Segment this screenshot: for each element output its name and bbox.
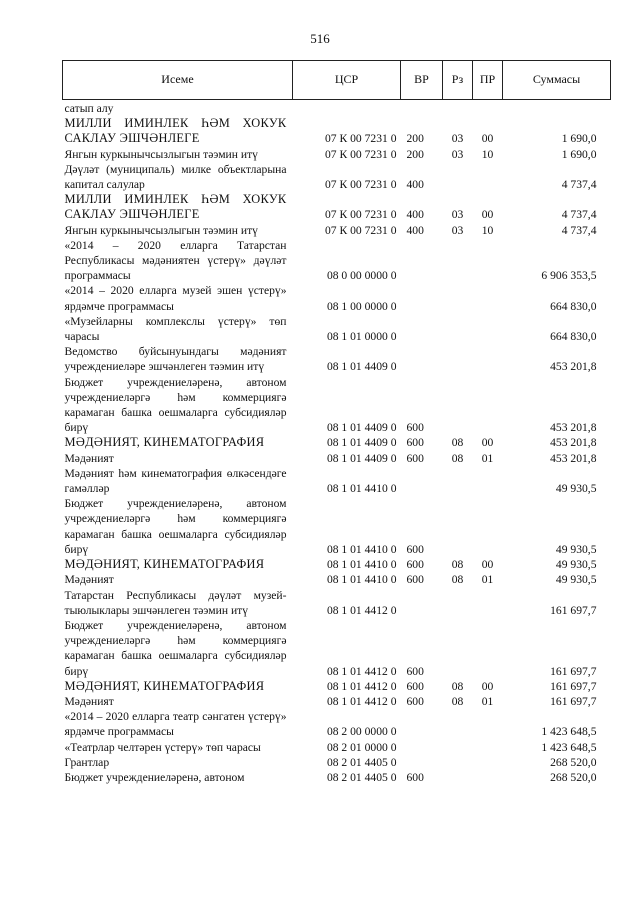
table-row	[63, 192, 611, 222]
cell-csr: 07 К 00 7231 0	[325, 147, 397, 161]
table-row	[63, 496, 611, 557]
table-body	[63, 100, 611, 786]
cell-pr	[473, 618, 503, 679]
cell-sum: 453 201,8	[550, 451, 597, 465]
cell-vr	[401, 283, 443, 313]
table-row	[63, 557, 611, 572]
cell-name: «Театрлар челтәрен үстерү» төп чарасы	[64, 740, 261, 754]
cell-sum: 1 423 648,5	[541, 725, 597, 739]
cell-csr: 08 1 01 4412 0	[326, 679, 397, 693]
header-pr: ПР	[473, 61, 503, 100]
cell-name: Мәдәният	[64, 573, 114, 587]
table-row	[63, 162, 611, 192]
cell-csr: 08 1 01 4412 0	[326, 694, 397, 708]
cell-rz	[443, 466, 473, 496]
cell-name: Бюджет учреждениеләренә, автоном	[64, 770, 245, 784]
cell-rz	[443, 344, 473, 374]
cell-rz	[443, 709, 473, 739]
cell-pr	[473, 283, 503, 313]
cell-vr: 600	[406, 573, 424, 587]
cell-pr	[473, 314, 503, 344]
cell-vr: 600	[406, 542, 424, 556]
cell-name: Бюджет учреждениеләренә, автоном учреждениеләргә һәм коммерциягә карамаган башка оешмаларга субсидияләр бирү	[64, 618, 287, 678]
header-vr: ВР	[401, 61, 443, 100]
header-csr: ЦСР	[293, 61, 401, 100]
cell-sum: 453 201,8	[550, 421, 597, 435]
cell-sum: 161 697,7	[550, 694, 597, 708]
cell-pr	[473, 100, 503, 117]
cell-sum: 268 520,0	[550, 770, 597, 784]
cell-rz: 08	[451, 451, 464, 465]
cell-vr: 600	[406, 679, 424, 693]
cell-sum: 453 201,8	[550, 360, 597, 374]
cell-pr	[473, 770, 503, 785]
cell-vr	[401, 466, 443, 496]
cell-sum: 49 930,5	[555, 573, 597, 587]
cell-csr: 08 2 01 0000 0	[326, 740, 397, 754]
table-row	[63, 618, 611, 679]
cell-sum: 4 737,4	[561, 178, 597, 192]
table-row	[63, 314, 611, 344]
cell-pr: 10	[481, 147, 494, 161]
cell-rz: 03	[451, 223, 464, 237]
table-row	[63, 709, 611, 739]
cell-csr: 07 К 00 7231 0	[325, 208, 397, 222]
table-row	[63, 100, 611, 117]
cell-csr: 08 1 01 0000 0	[326, 330, 397, 344]
budget-table	[62, 60, 611, 785]
cell-csr: 08 1 01 4412 0	[326, 603, 397, 617]
cell-rz: 08	[451, 694, 464, 708]
cell-name: «2014 – 2020 елларга театр сәнгатен үстерү» ярдәмче программасы	[64, 710, 287, 739]
cell-csr: 08 1 01 4409 0	[326, 360, 397, 374]
cell-name: Мәдәният	[64, 451, 114, 465]
cell-vr	[401, 100, 443, 117]
cell-pr	[473, 740, 503, 755]
cell-name: Дәүләт (муниципаль) милке объектларына капитал салулар	[64, 162, 287, 192]
cell-vr: 200	[406, 147, 424, 161]
cell-vr	[401, 238, 443, 284]
cell-rz	[443, 755, 473, 770]
cell-name: сатып алу	[64, 102, 114, 115]
cell-csr: 07 К 00 7231 0	[325, 223, 397, 237]
cell-rz	[443, 283, 473, 313]
header-rz: Рз	[443, 61, 473, 100]
cell-vr: 600	[406, 558, 424, 572]
table-row	[63, 755, 611, 770]
cell-vr	[401, 755, 443, 770]
cell-vr	[401, 314, 443, 344]
cell-pr: 01	[481, 451, 494, 465]
cell-csr: 08 2 01 4405 0	[326, 770, 397, 784]
cell-name: Бюджет учреждениеләренә, автоном учреждениеләргә һәм коммерциягә карамаган башка оешмаларга субсидияләр бирү	[64, 375, 287, 435]
table-row	[63, 466, 611, 496]
cell-pr: 01	[481, 694, 494, 708]
cell-rz	[443, 375, 473, 436]
cell-name: МӘДӘНИЯТ, КИНЕМАТОГРАФИЯ	[64, 678, 265, 693]
cell-pr: 01	[481, 573, 494, 587]
cell-vr: 400	[406, 178, 424, 192]
cell-sum: 664 830,0	[550, 330, 597, 344]
cell-sum: 49 930,5	[555, 558, 597, 572]
cell-name: «2014 – 2020 елларга музей эшен үстерү» ярдәмче программасы	[64, 284, 287, 313]
cell-csr: 07 К 00 7231 0	[325, 132, 397, 146]
cell-pr	[473, 709, 503, 739]
cell-pr	[473, 496, 503, 557]
cell-pr: 00	[481, 436, 494, 450]
cell-vr: 400	[406, 208, 424, 222]
cell-pr: 00	[481, 558, 494, 572]
cell-name: «2014 – 2020 елларга Татарстан Республикасы мәдәниятен үстерү» дәүләт программасы	[64, 238, 287, 283]
cell-rz	[443, 740, 473, 755]
cell-vr: 600	[406, 451, 424, 465]
cell-vr	[401, 740, 443, 755]
cell-vr: 600	[406, 664, 424, 678]
cell-pr: 00	[481, 132, 494, 146]
cell-rz: 08	[451, 436, 464, 450]
table-row	[63, 588, 611, 618]
cell-sum: 1 423 648,5	[541, 740, 597, 754]
cell-rz: 03	[451, 147, 464, 161]
cell-rz	[443, 238, 473, 284]
cell-rz	[443, 770, 473, 785]
cell-csr: 08 1 01 4412 0	[326, 664, 397, 678]
cell-sum: 1 690,0	[561, 132, 597, 146]
cell-rz: 08	[451, 573, 464, 587]
table-row	[63, 344, 611, 374]
cell-pr	[473, 344, 503, 374]
cell-sum	[503, 100, 611, 117]
table-row	[63, 679, 611, 694]
cell-rz: 08	[451, 558, 464, 572]
cell-sum: 161 697,7	[550, 679, 597, 693]
cell-csr: 08 1 01 4410 0	[326, 558, 397, 572]
cell-pr: 00	[481, 208, 494, 222]
table-row	[63, 572, 611, 587]
table-row	[63, 238, 611, 284]
cell-sum: 4 737,4	[561, 208, 597, 222]
cell-rz	[443, 100, 473, 117]
table-row	[63, 116, 611, 146]
cell-csr: 08 1 01 4409 0	[326, 451, 397, 465]
cell-csr: 07 К 00 7231 0	[325, 178, 397, 192]
cell-sum: 49 930,5	[555, 482, 597, 496]
cell-name: МИЛЛИ ИМИНЛЕК ҺӘМ ХОКУК САКЛАУ ЭШЧӘНЛЕГЕ	[64, 116, 287, 146]
cell-csr: 08 1 01 4410 0	[326, 573, 397, 587]
cell-csr: 08 1 01 4409 0	[326, 436, 397, 450]
cell-vr: 600	[406, 770, 424, 784]
cell-csr: 08 2 01 4405 0	[326, 755, 397, 769]
cell-sum: 6 906 353,5	[541, 269, 597, 283]
header-name: Исеме	[63, 61, 293, 100]
cell-vr	[401, 344, 443, 374]
cell-sum: 453 201,8	[550, 436, 597, 450]
cell-sum: 4 737,4	[561, 223, 597, 237]
cell-name: Мәдәният	[64, 694, 114, 708]
cell-vr	[401, 709, 443, 739]
cell-sum: 161 697,7	[550, 664, 597, 678]
cell-sum: 268 520,0	[550, 755, 597, 769]
cell-sum: 1 690,0	[561, 147, 597, 161]
cell-rz: 08	[451, 679, 464, 693]
table-row	[63, 223, 611, 238]
cell-vr: 600	[406, 694, 424, 708]
cell-rz	[443, 314, 473, 344]
cell-pr: 10	[481, 223, 494, 237]
table-header-row	[63, 61, 611, 100]
cell-rz: 03	[451, 132, 464, 146]
cell-sum: 161 697,7	[550, 603, 597, 617]
page-number: 516	[310, 31, 330, 46]
cell-sum: 664 830,0	[550, 299, 597, 313]
cell-rz	[443, 496, 473, 557]
cell-name: МӘДӘНИЯТ, КИНЕМАТОГРАФИЯ	[64, 557, 265, 572]
cell-name: МИЛЛИ ИМИНЛЕК ҺӘМ ХОКУК САКЛАУ ЭШЧӘНЛЕГЕ	[64, 192, 287, 222]
cell-rz	[443, 588, 473, 618]
table-row	[63, 375, 611, 436]
cell-rz: 03	[451, 208, 464, 222]
cell-csr: 08 1 01 4409 0	[326, 421, 397, 435]
cell-csr: 08 1 01 4410 0	[326, 482, 397, 496]
header-sum: Суммасы	[503, 61, 611, 100]
cell-name: Янгын куркынычсызлыгын тәэмин итү	[64, 223, 258, 237]
cell-csr: 08 0 00 0000 0	[326, 269, 397, 283]
cell-name: «Музейларны комплекслы үстерү» төп чарасы	[64, 314, 287, 344]
cell-csr: 08 2 00 0000 0	[326, 725, 397, 739]
cell-vr: 200	[406, 132, 424, 146]
cell-name: Бюджет учреждениеләренә, автоном учреждениеләргә һәм коммерциягә карамаган башка оешмаларга субсидияләр бирү	[64, 497, 287, 556]
cell-pr	[473, 162, 503, 192]
cell-name: Мәдәният һәм кинематография өлкәсендәге гамәлләр	[64, 466, 287, 496]
cell-rz	[443, 618, 473, 679]
cell-pr	[473, 238, 503, 284]
table-row	[63, 694, 611, 709]
cell-pr: 00	[481, 679, 494, 693]
cell-pr	[473, 466, 503, 496]
cell-name: Грантлар	[64, 755, 110, 769]
cell-rz	[443, 162, 473, 192]
cell-vr: 600	[406, 421, 424, 435]
cell-sum: 49 930,5	[555, 542, 597, 556]
table-row	[63, 770, 611, 785]
table-row	[63, 740, 611, 755]
cell-csr: 08 1 01 4410 0	[326, 542, 397, 556]
table-row	[63, 147, 611, 162]
cell-vr	[401, 588, 443, 618]
cell-name: Янгын куркынычсызлыгын тәэмин итү	[64, 147, 258, 161]
cell-csr: 08 1 00 0000 0	[326, 299, 397, 313]
cell-pr	[473, 588, 503, 618]
cell-name: МӘДӘНИЯТ, КИНЕМАТОГРАФИЯ	[64, 435, 265, 450]
cell-name: Ведомство буйсынуындагы мәдәният учреждениеләре эшчәнлеген тәэмин итү	[64, 345, 287, 374]
table-row	[63, 283, 611, 313]
cell-name: Татарстан Республикасы дәүләт музей-тыюлыклары эшчәнлеген тәэмин итү	[64, 588, 287, 617]
cell-vr: 600	[406, 436, 424, 450]
cell-pr	[473, 755, 503, 770]
table-row	[63, 435, 611, 450]
cell-pr	[473, 375, 503, 436]
cell-vr: 400	[406, 223, 424, 237]
cell-csr	[293, 100, 401, 117]
table-row	[63, 451, 611, 466]
